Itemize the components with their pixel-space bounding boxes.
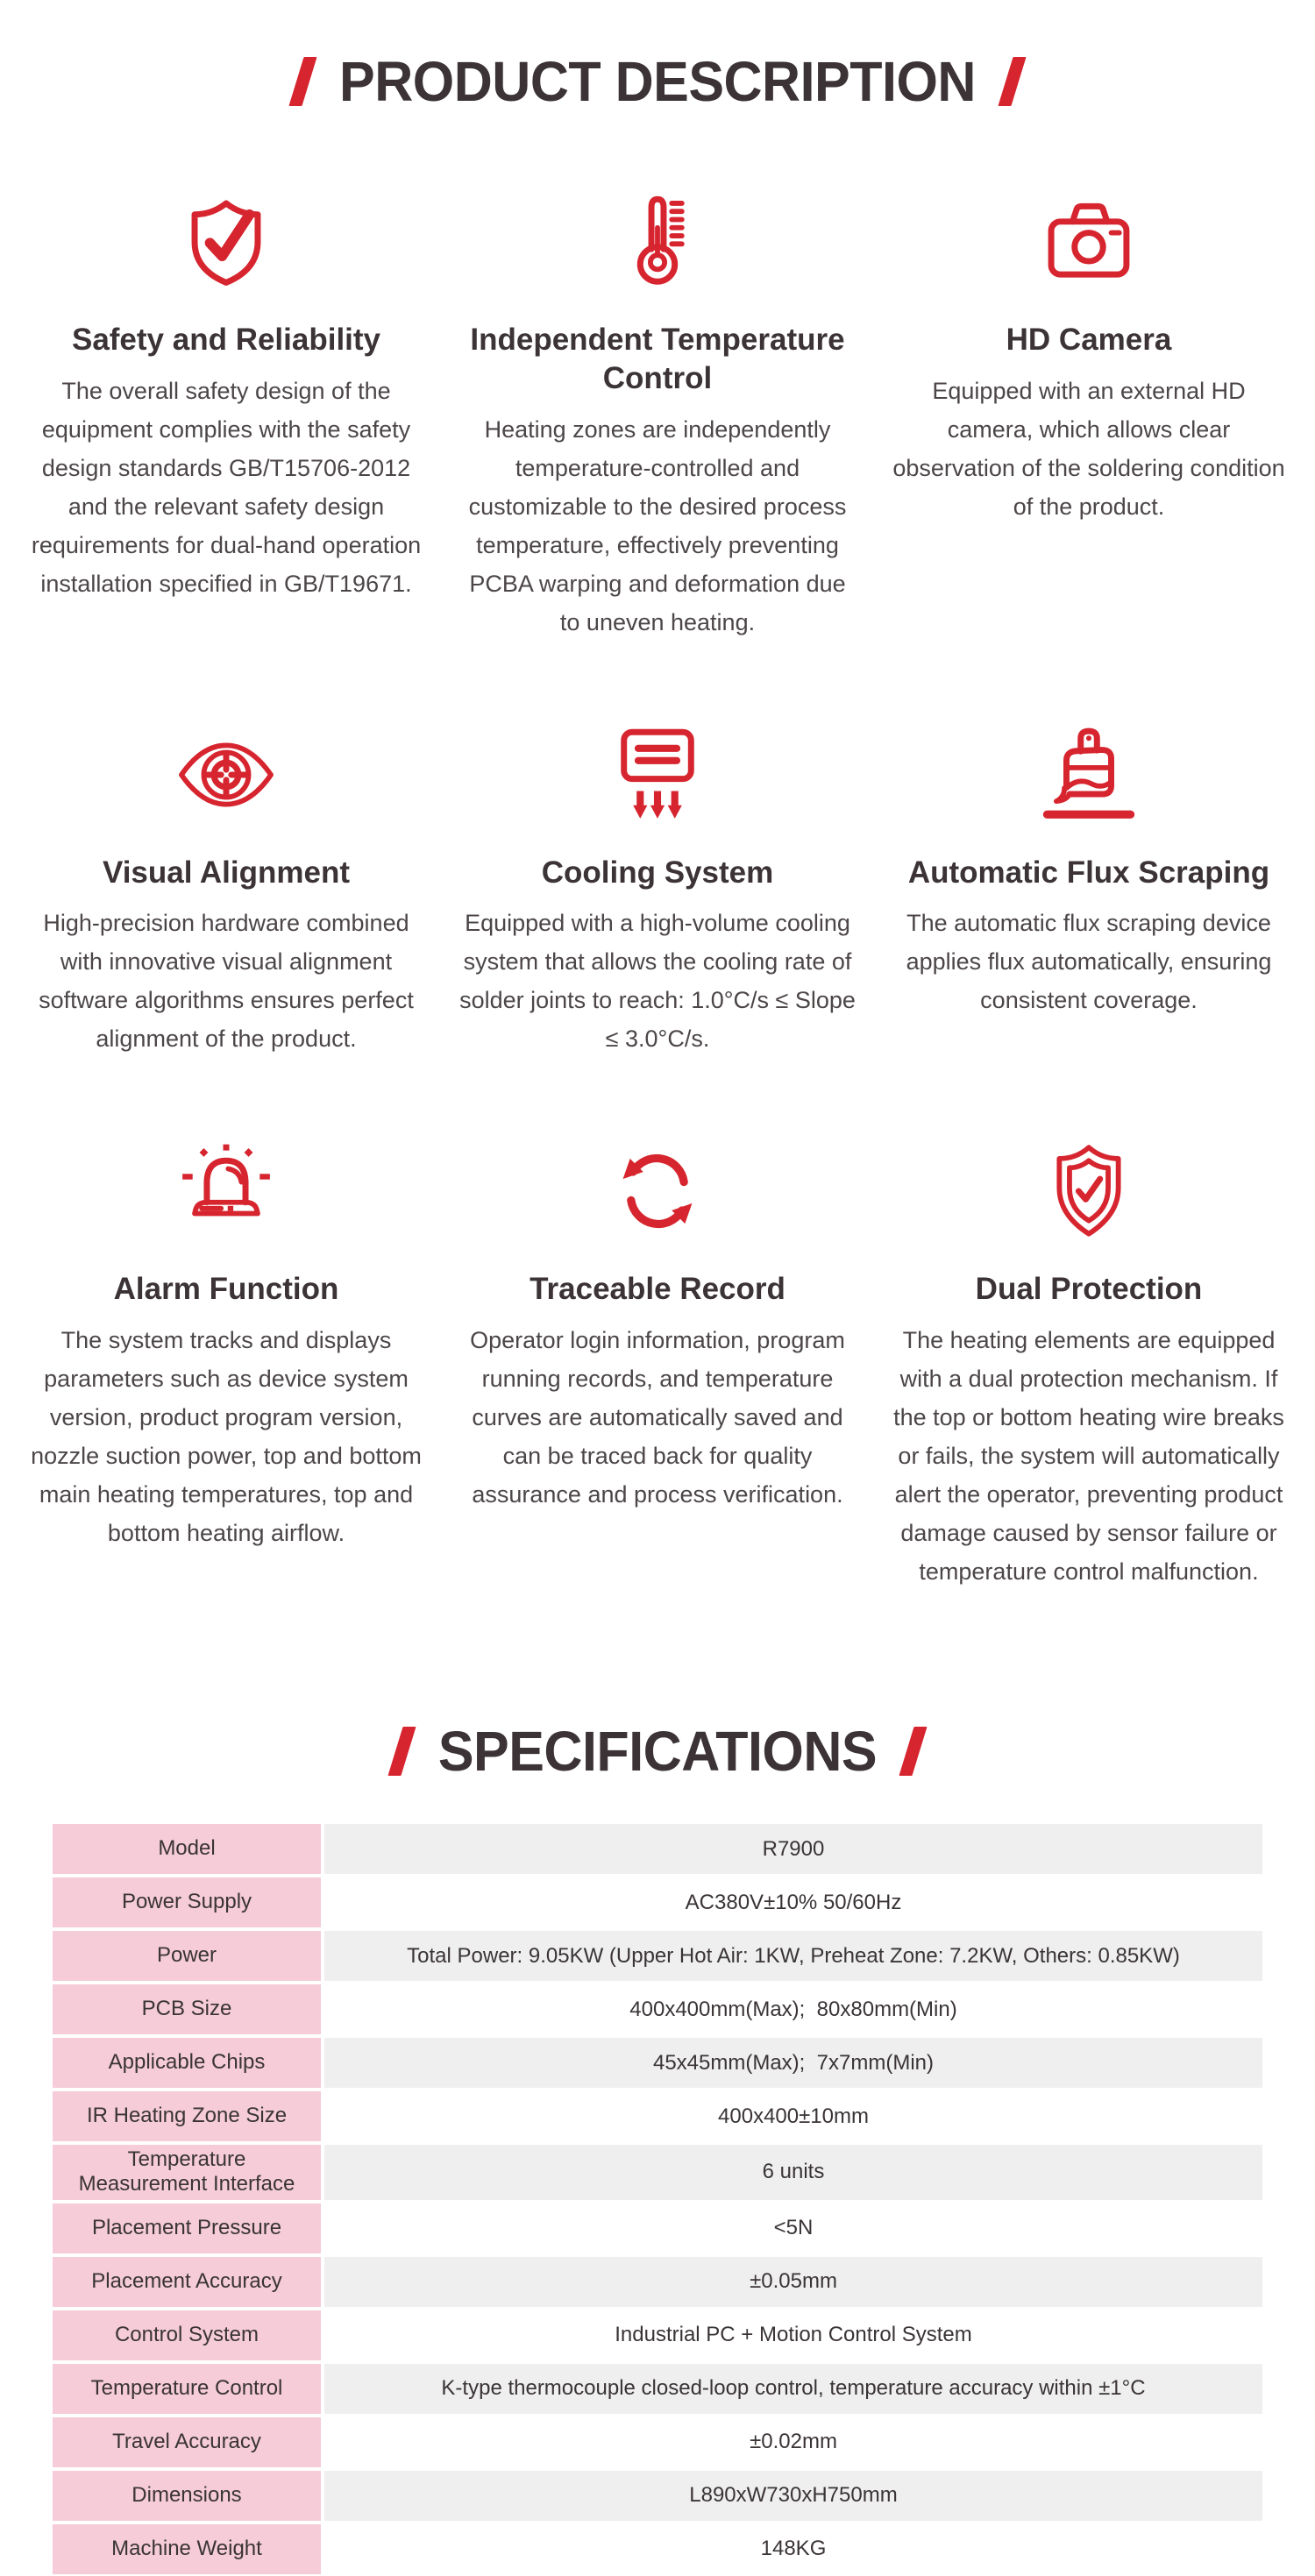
- feature-text: Operator login information, program running records, and temperature curves are automatically saved and can be traced back for quality assurance and process verification.: [470, 1327, 845, 1508]
- feature-text: The automatic flux scraping device applies flux automatically, ensuring consistent coverage.: [906, 910, 1272, 1014]
- feature-title: Alarm Function: [113, 1272, 339, 1307]
- spec-value: Total Power: 9.05KW (Upper Hot Air: 1KW, Preheat Zone: 7.2KW, Others: 0.85KW): [324, 1931, 1262, 1981]
- red-slash-icon: [998, 57, 1026, 106]
- alarm-siren-icon: [175, 1139, 277, 1244]
- feature-cooling-system: [442, 722, 873, 1059]
- table-row: [53, 1877, 1262, 1927]
- spec-label: Control System: [53, 2310, 321, 2360]
- feature-title: Automatic Flux Scraping: [907, 855, 1270, 890]
- spec-value: ±0.05mm: [324, 2257, 1262, 2307]
- feature-text: Heating zones are independently temperature-controlled and customizable to the desired process temperature, effectively preventing PCBA warping and deformation due to uneven heating.: [468, 415, 847, 635]
- red-slash-icon: [288, 57, 316, 106]
- feature-visual-alignment: [11, 722, 442, 1059]
- spec-value: 400x400mm(Max); 80x80mm(Min): [324, 1984, 1262, 2034]
- spec-label: PCB Size: [53, 1984, 321, 2034]
- cooling-vent-icon: [607, 722, 708, 827]
- table-row: [53, 2524, 1262, 2574]
- feature-independent-temperature-control: [442, 189, 873, 642]
- refresh-arrows-icon: [607, 1139, 708, 1244]
- spec-value: 45x45mm(Max); 7x7mm(Min): [324, 2038, 1262, 2088]
- flux-brush-icon: [1038, 722, 1140, 827]
- table-row: [53, 2038, 1262, 2088]
- spec-value: Industrial PC + Motion Control System: [324, 2310, 1262, 2360]
- eye-target-icon: [175, 722, 277, 827]
- spec-value: 6 units: [324, 2145, 1262, 2200]
- feature-text: The system tracks and displays parameters such as device system version, product program version, nozzle suction power, top and bottom main heating temperatures, top and bottom heating airflow.: [31, 1327, 422, 1546]
- spec-label: Travel Accuracy: [53, 2417, 321, 2467]
- spec-label: Temperature Control: [53, 2364, 321, 2414]
- spec-label: Applicable Chips: [53, 2038, 321, 2088]
- spec-label: Machine Weight: [53, 2524, 321, 2574]
- spec-value: R7900: [324, 1824, 1262, 1874]
- feature-title: Cooling System: [541, 855, 774, 890]
- feature-traceable-record: [442, 1139, 873, 1591]
- table-row: [53, 2257, 1262, 2307]
- feature-title: Visual Alignment: [103, 855, 350, 890]
- table-row: [53, 2417, 1262, 2467]
- feature-text: The heating elements are equipped with a dual protection mechanism. If the top or bottom heating wire breaks or fails, the system will automatically alert the operator, preventing product damage caused by sensor failure or temperature control malfunction.: [893, 1327, 1284, 1585]
- table-row: [53, 1931, 1262, 1981]
- feature-title: HD Camera: [1006, 323, 1172, 357]
- spec-value: <5N: [324, 2203, 1262, 2253]
- dual-shield-icon: [1038, 1139, 1140, 1244]
- table-row: [53, 1824, 1262, 1874]
- spec-label: Dimensions: [53, 2471, 321, 2521]
- feature-hd-camera: [873, 189, 1304, 642]
- feature-automatic-flux-scraping: [873, 722, 1304, 1059]
- section-title-product-description: PRODUCT DESCRIPTION: [339, 50, 976, 113]
- table-row: [53, 2203, 1262, 2253]
- spec-value: K-type thermocouple closed-loop control, temperature accuracy within ±1°C: [324, 2364, 1262, 2414]
- red-slash-icon: [387, 1727, 416, 1776]
- table-row: [53, 2471, 1262, 2521]
- feature-alarm-function: [11, 1139, 442, 1591]
- table-row: [53, 2310, 1262, 2360]
- red-slash-icon: [899, 1727, 928, 1776]
- feature-title: Dual Protection: [975, 1272, 1203, 1307]
- table-row: [53, 1984, 1262, 2034]
- spec-value: 400x400±10mm: [324, 2091, 1262, 2141]
- specifications-header: [0, 1591, 1315, 1782]
- spec-value: AC380V±10% 50/60Hz: [324, 1877, 1262, 1927]
- specs-table: [53, 1824, 1262, 2574]
- feature-title: Independent Temperature Control: [470, 323, 845, 395]
- feature-text: High-precision hardware combined with innovative visual alignment software algorithms ensures perfect alignment of the product.: [39, 910, 414, 1053]
- spec-label: Temperature Measurement Interface: [53, 2145, 321, 2200]
- spec-label: Placement Pressure: [53, 2203, 321, 2253]
- table-row: [53, 2364, 1262, 2414]
- spec-label: Power: [53, 1931, 321, 1981]
- shield-check-icon: [175, 189, 277, 295]
- feature-grid: [0, 112, 1315, 1591]
- feature-dual-protection: [873, 1139, 1304, 1591]
- spec-value: ±0.02mm: [324, 2417, 1262, 2467]
- spec-label: Model: [53, 1824, 321, 1874]
- product-description-header: [0, 0, 1315, 112]
- spec-label: Placement Accuracy: [53, 2257, 321, 2307]
- feature-text: The overall safety design of the equipment complies with the safety design standards GB/T15706-2012 and the relevant safety design requirements for dual-hand operation installation specified in GB/T19671.: [31, 377, 422, 597]
- section-title-specifications: SPECIFICATIONS: [437, 1720, 878, 1783]
- feature-safety-reliability: [11, 189, 442, 642]
- feature-text: Equipped with a high-volume cooling system that allows the cooling rate of solder joints to reach: 1.0°C/s ≤ Slope ≤ 3.0°C/s.: [459, 910, 856, 1053]
- table-row: [53, 2145, 1262, 2200]
- table-row: [53, 2091, 1262, 2141]
- camera-icon: [1038, 189, 1140, 295]
- feature-title: Traceable Record: [530, 1272, 785, 1307]
- feature-text: Equipped with an external HD camera, which allows clear observation of the soldering condition of the product.: [892, 377, 1285, 520]
- feature-title: Safety and Reliability: [71, 323, 381, 357]
- thermometer-icon: [607, 189, 708, 295]
- spec-label: Power Supply: [53, 1877, 321, 1927]
- spec-value: 148KG: [324, 2524, 1262, 2574]
- spec-label: IR Heating Zone Size: [53, 2091, 321, 2141]
- spec-value: L890xW730xH750mm: [324, 2471, 1262, 2521]
